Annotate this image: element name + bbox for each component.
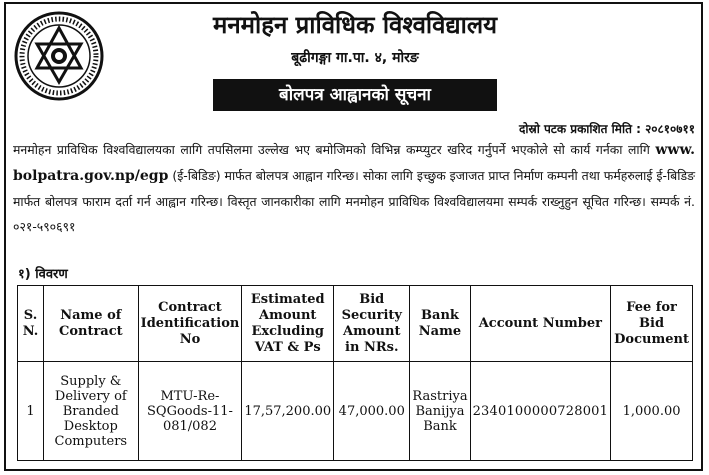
university-logo bbox=[13, 10, 105, 102]
body-text-rest: (ई-बिडिङ) मार्फत बोलपत्र आह्वान गरिन्छ। सोका लागि इच्छुक इजाजत प्राप्त निर्माण कम्पनी तथा फर्महरुलाई ई-बिडिङ मार्फत बोलपत्र फाराम दर्ता गर्न आह्वान गरिन्छ। विस्तृत जानकारीका लागि मनमोहन प्राविधिक विश्वविद्यालयमा सम्पर्क राख्नुहुन सूचित गरिन्छ। सम्पर्क नं. ०२१-५९०६९१ bbox=[13, 168, 695, 234]
header-bid-security: Bid Security Amount in NRs. bbox=[334, 286, 410, 362]
egp-url: www. bolpatra.gov.np/egp bbox=[13, 142, 695, 184]
cell-estimated-amount: 17,57,200.00 bbox=[242, 362, 334, 461]
bid-details-table bbox=[17, 285, 693, 461]
cell-fee: 1,000.00 bbox=[611, 362, 693, 461]
header-contract-name: Name of Contract bbox=[44, 286, 139, 362]
university-address: बूढीगङ्गा गा.पा. ४, मोरङ bbox=[291, 50, 419, 66]
header-contract-id: Contract Identification No bbox=[138, 286, 242, 362]
cell-contract-id: MTU-Re-SQGoods-11-081/082 bbox=[138, 362, 242, 461]
notice-body bbox=[13, 137, 695, 239]
header-estimated-amount: Estimated Amount Excluding VAT & Ps bbox=[242, 286, 334, 362]
table-row bbox=[18, 362, 693, 461]
body-text-intro: मनमोहन प्राविधिक विश्वविद्यालयका लागि तपसिलमा उल्लेख भए बमोजिमको विभिन्न कम्प्युटर खरिद गर्नुपर्ने भएकोले सो कार्य गर्नका लागि bbox=[13, 142, 650, 157]
header-sn: S. N. bbox=[18, 286, 44, 362]
notice-title-banner: बोलपत्र आह्वानको सूचना bbox=[213, 79, 497, 111]
cell-bank-name: Rastriya Banijya Bank bbox=[410, 362, 470, 461]
cell-sn: 1 bbox=[18, 362, 44, 461]
header-bank-name: Bank Name bbox=[410, 286, 470, 362]
cell-contract-name: Supply & Delivery of Branded Desktop Computers bbox=[44, 362, 139, 461]
header-account-number: Account Number bbox=[470, 286, 611, 362]
cell-account-number: 2340100000728001 bbox=[470, 362, 611, 461]
university-title: मनमोहन प्राविधिक विश्वविद्यालय bbox=[212, 11, 498, 39]
header-fee: Fee for Bid Document bbox=[611, 286, 693, 362]
section-title: १) विवरण bbox=[18, 267, 68, 282]
cell-bid-security: 47,000.00 bbox=[334, 362, 410, 461]
published-date: दोस्रो पटक प्रकाशित मिति : २०८१०७११ bbox=[518, 122, 695, 136]
table-header-row bbox=[18, 286, 693, 362]
